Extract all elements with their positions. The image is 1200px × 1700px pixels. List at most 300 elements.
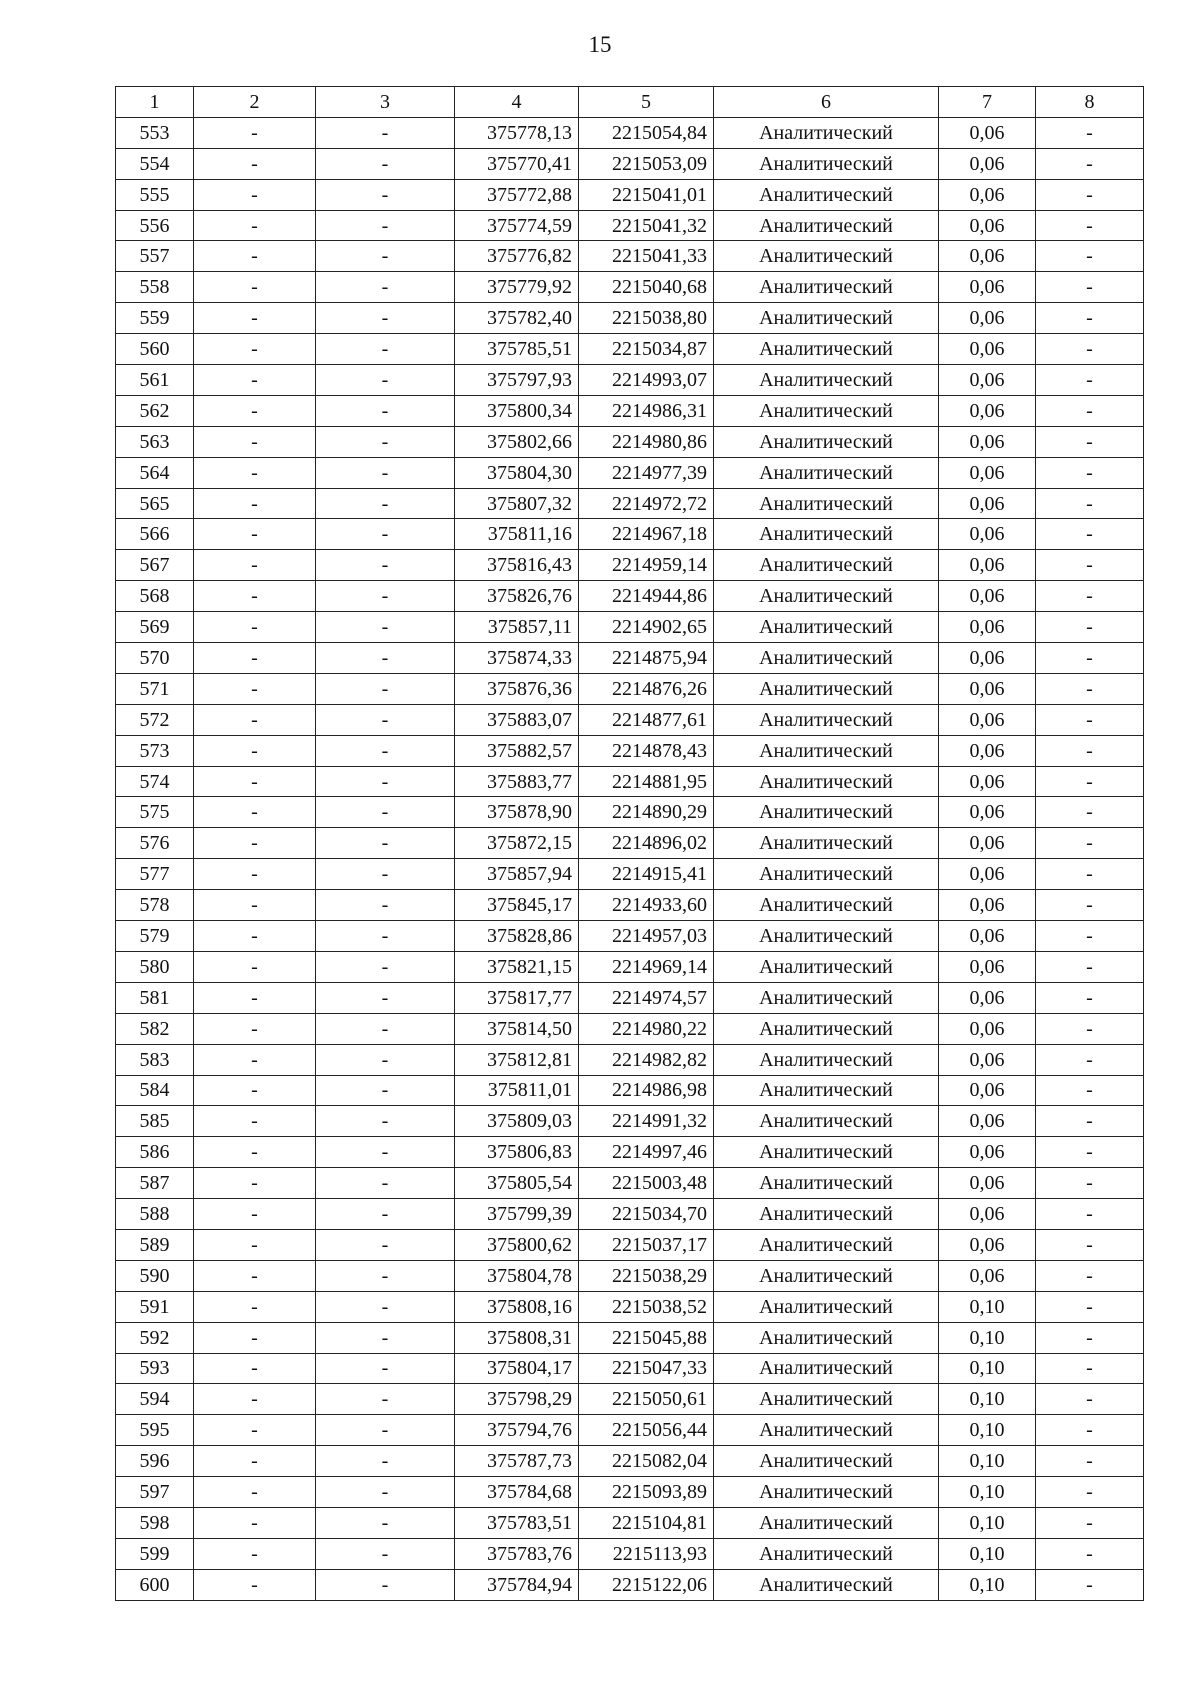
- col-3-value-cell: -: [316, 241, 455, 272]
- col-8-value-cell: -: [1036, 859, 1144, 890]
- column-header-4: 4: [455, 87, 579, 118]
- table-row: [116, 179, 1144, 210]
- col-8-value-cell: -: [1036, 179, 1144, 210]
- point-number-cell: 579: [116, 921, 194, 952]
- col-8-value-cell: -: [1036, 1322, 1144, 1353]
- accuracy-cell: 0,06: [939, 1260, 1036, 1291]
- table-row: [116, 334, 1144, 365]
- y-coordinate-cell: 2214986,98: [579, 1075, 714, 1106]
- col-3-value-cell: -: [316, 1075, 455, 1106]
- coordinates-table: [115, 86, 1144, 1601]
- col-2-value-cell: -: [194, 735, 316, 766]
- accuracy-cell: 0,06: [939, 1013, 1036, 1044]
- x-coordinate-cell: 375797,93: [455, 365, 579, 396]
- method-cell: Аналитический: [714, 1477, 939, 1508]
- point-number-cell: 594: [116, 1384, 194, 1415]
- col-3-value-cell: -: [316, 1044, 455, 1075]
- y-coordinate-cell: 2214902,65: [579, 612, 714, 643]
- accuracy-cell: 0,06: [939, 426, 1036, 457]
- table-row: [116, 1415, 1144, 1446]
- y-coordinate-cell: 2214986,31: [579, 395, 714, 426]
- y-coordinate-cell: 2214933,60: [579, 890, 714, 921]
- x-coordinate-cell: 375772,88: [455, 179, 579, 210]
- y-coordinate-cell: 2214915,41: [579, 859, 714, 890]
- y-coordinate-cell: 2215003,48: [579, 1168, 714, 1199]
- method-cell: Аналитический: [714, 1507, 939, 1538]
- x-coordinate-cell: 375882,57: [455, 735, 579, 766]
- accuracy-cell: 0,10: [939, 1415, 1036, 1446]
- table-row: [116, 148, 1144, 179]
- method-cell: Аналитический: [714, 179, 939, 210]
- accuracy-cell: 0,06: [939, 241, 1036, 272]
- method-cell: Аналитический: [714, 1075, 939, 1106]
- y-coordinate-cell: 2214980,22: [579, 1013, 714, 1044]
- accuracy-cell: 0,10: [939, 1477, 1036, 1508]
- table-row: [116, 1137, 1144, 1168]
- point-number-cell: 587: [116, 1168, 194, 1199]
- method-cell: Аналитический: [714, 921, 939, 952]
- accuracy-cell: 0,06: [939, 921, 1036, 952]
- method-cell: Аналитический: [714, 766, 939, 797]
- col-8-value-cell: -: [1036, 1446, 1144, 1477]
- table-row: [116, 1569, 1144, 1600]
- x-coordinate-cell: 375783,51: [455, 1507, 579, 1538]
- point-number-cell: 597: [116, 1477, 194, 1508]
- col-8-value-cell: -: [1036, 488, 1144, 519]
- col-3-value-cell: -: [316, 1446, 455, 1477]
- col-8-value-cell: -: [1036, 1260, 1144, 1291]
- method-cell: Аналитический: [714, 612, 939, 643]
- table-row: [116, 797, 1144, 828]
- table-row: [116, 1168, 1144, 1199]
- accuracy-cell: 0,06: [939, 1075, 1036, 1106]
- col-8-value-cell: -: [1036, 828, 1144, 859]
- col-3-value-cell: -: [316, 1507, 455, 1538]
- col-8-value-cell: -: [1036, 1538, 1144, 1569]
- col-3-value-cell: -: [316, 395, 455, 426]
- col-8-value-cell: -: [1036, 1013, 1144, 1044]
- point-number-cell: 557: [116, 241, 194, 272]
- col-3-value-cell: -: [316, 117, 455, 148]
- column-header-6: 6: [714, 87, 939, 118]
- table-row: [116, 395, 1144, 426]
- col-2-value-cell: -: [194, 210, 316, 241]
- col-8-value-cell: -: [1036, 210, 1144, 241]
- y-coordinate-cell: 2215038,80: [579, 303, 714, 334]
- y-coordinate-cell: 2214993,07: [579, 365, 714, 396]
- table-row: [116, 1384, 1144, 1415]
- table-row: [116, 828, 1144, 859]
- y-coordinate-cell: 2215093,89: [579, 1477, 714, 1508]
- x-coordinate-cell: 375883,77: [455, 766, 579, 797]
- y-coordinate-cell: 2214972,72: [579, 488, 714, 519]
- accuracy-cell: 0,06: [939, 303, 1036, 334]
- col-2-value-cell: -: [194, 951, 316, 982]
- table-body: [116, 117, 1144, 1600]
- method-cell: Аналитический: [714, 117, 939, 148]
- x-coordinate-cell: 375804,30: [455, 457, 579, 488]
- col-2-value-cell: -: [194, 365, 316, 396]
- col-3-value-cell: -: [316, 1538, 455, 1569]
- col-2-value-cell: -: [194, 1477, 316, 1508]
- accuracy-cell: 0,06: [939, 519, 1036, 550]
- x-coordinate-cell: 375821,15: [455, 951, 579, 982]
- method-cell: Аналитический: [714, 148, 939, 179]
- accuracy-cell: 0,10: [939, 1507, 1036, 1538]
- y-coordinate-cell: 2215050,61: [579, 1384, 714, 1415]
- point-number-cell: 556: [116, 210, 194, 241]
- table-row: [116, 612, 1144, 643]
- table-row: [116, 581, 1144, 612]
- point-number-cell: 588: [116, 1199, 194, 1230]
- x-coordinate-cell: 375845,17: [455, 890, 579, 921]
- point-number-cell: 555: [116, 179, 194, 210]
- table-row: [116, 426, 1144, 457]
- col-8-value-cell: -: [1036, 334, 1144, 365]
- col-8-value-cell: -: [1036, 550, 1144, 581]
- col-3-value-cell: -: [316, 890, 455, 921]
- col-8-value-cell: -: [1036, 1044, 1144, 1075]
- col-2-value-cell: -: [194, 457, 316, 488]
- col-3-value-cell: -: [316, 735, 455, 766]
- table-row: [116, 643, 1144, 674]
- col-8-value-cell: -: [1036, 395, 1144, 426]
- col-8-value-cell: -: [1036, 1229, 1144, 1260]
- x-coordinate-cell: 375785,51: [455, 334, 579, 365]
- accuracy-cell: 0,06: [939, 272, 1036, 303]
- accuracy-cell: 0,06: [939, 982, 1036, 1013]
- col-3-value-cell: -: [316, 457, 455, 488]
- accuracy-cell: 0,10: [939, 1322, 1036, 1353]
- point-number-cell: 596: [116, 1446, 194, 1477]
- column-header-3: 3: [316, 87, 455, 118]
- table-row: [116, 1477, 1144, 1508]
- table-row: [116, 921, 1144, 952]
- x-coordinate-cell: 375806,83: [455, 1137, 579, 1168]
- col-3-value-cell: -: [316, 1322, 455, 1353]
- col-2-value-cell: -: [194, 1569, 316, 1600]
- col-3-value-cell: -: [316, 365, 455, 396]
- table-row: [116, 117, 1144, 148]
- table-row: [116, 1260, 1144, 1291]
- table-row: [116, 1199, 1144, 1230]
- y-coordinate-cell: 2215104,81: [579, 1507, 714, 1538]
- point-number-cell: 573: [116, 735, 194, 766]
- table-row: [116, 457, 1144, 488]
- col-8-value-cell: -: [1036, 735, 1144, 766]
- table-row: [116, 1229, 1144, 1260]
- y-coordinate-cell: 2214896,02: [579, 828, 714, 859]
- col-2-value-cell: -: [194, 704, 316, 735]
- table-row: [116, 1507, 1144, 1538]
- x-coordinate-cell: 375811,01: [455, 1075, 579, 1106]
- col-3-value-cell: -: [316, 673, 455, 704]
- col-3-value-cell: -: [316, 210, 455, 241]
- col-8-value-cell: -: [1036, 797, 1144, 828]
- accuracy-cell: 0,10: [939, 1291, 1036, 1322]
- col-8-value-cell: -: [1036, 1106, 1144, 1137]
- x-coordinate-cell: 375770,41: [455, 148, 579, 179]
- col-3-value-cell: -: [316, 488, 455, 519]
- x-coordinate-cell: 375784,68: [455, 1477, 579, 1508]
- table-row: [116, 1446, 1144, 1477]
- col-2-value-cell: -: [194, 1137, 316, 1168]
- table-row: [116, 1044, 1144, 1075]
- point-number-cell: 590: [116, 1260, 194, 1291]
- y-coordinate-cell: 2215037,17: [579, 1229, 714, 1260]
- y-coordinate-cell: 2215045,88: [579, 1322, 714, 1353]
- y-coordinate-cell: 2214878,43: [579, 735, 714, 766]
- col-3-value-cell: -: [316, 828, 455, 859]
- col-2-value-cell: -: [194, 1322, 316, 1353]
- table-row: [116, 1353, 1144, 1384]
- col-2-value-cell: -: [194, 395, 316, 426]
- col-2-value-cell: -: [194, 581, 316, 612]
- col-8-value-cell: -: [1036, 519, 1144, 550]
- x-coordinate-cell: 375784,94: [455, 1569, 579, 1600]
- column-header-7: 7: [939, 87, 1036, 118]
- point-number-cell: 554: [116, 148, 194, 179]
- table-row: [116, 1106, 1144, 1137]
- col-3-value-cell: -: [316, 334, 455, 365]
- point-number-cell: 580: [116, 951, 194, 982]
- table-row: [116, 1322, 1144, 1353]
- col-3-value-cell: -: [316, 612, 455, 643]
- x-coordinate-cell: 375809,03: [455, 1106, 579, 1137]
- point-number-cell: 578: [116, 890, 194, 921]
- accuracy-cell: 0,06: [939, 890, 1036, 921]
- point-number-cell: 591: [116, 1291, 194, 1322]
- method-cell: Аналитический: [714, 426, 939, 457]
- table-row: [116, 704, 1144, 735]
- col-8-value-cell: -: [1036, 612, 1144, 643]
- col-8-value-cell: -: [1036, 117, 1144, 148]
- method-cell: Аналитический: [714, 859, 939, 890]
- table-row: [116, 890, 1144, 921]
- method-cell: Аналитический: [714, 334, 939, 365]
- method-cell: Аналитический: [714, 519, 939, 550]
- y-coordinate-cell: 2214944,86: [579, 581, 714, 612]
- col-2-value-cell: -: [194, 1446, 316, 1477]
- x-coordinate-cell: 375826,76: [455, 581, 579, 612]
- table-row: [116, 550, 1144, 581]
- col-8-value-cell: -: [1036, 921, 1144, 952]
- col-2-value-cell: -: [194, 519, 316, 550]
- y-coordinate-cell: 2215113,93: [579, 1538, 714, 1569]
- col-8-value-cell: -: [1036, 1075, 1144, 1106]
- col-2-value-cell: -: [194, 550, 316, 581]
- point-number-cell: 566: [116, 519, 194, 550]
- method-cell: Аналитический: [714, 1291, 939, 1322]
- col-8-value-cell: -: [1036, 457, 1144, 488]
- point-number-cell: 562: [116, 395, 194, 426]
- y-coordinate-cell: 2214974,57: [579, 982, 714, 1013]
- col-8-value-cell: -: [1036, 890, 1144, 921]
- point-number-cell: 561: [116, 365, 194, 396]
- x-coordinate-cell: 375808,31: [455, 1322, 579, 1353]
- col-3-value-cell: -: [316, 1569, 455, 1600]
- y-coordinate-cell: 2215122,06: [579, 1569, 714, 1600]
- method-cell: Аналитический: [714, 272, 939, 303]
- column-header-1: 1: [116, 87, 194, 118]
- table-row: [116, 210, 1144, 241]
- accuracy-cell: 0,06: [939, 766, 1036, 797]
- col-8-value-cell: -: [1036, 1384, 1144, 1415]
- table-row: [116, 303, 1144, 334]
- method-cell: Аналитический: [714, 1569, 939, 1600]
- method-cell: Аналитический: [714, 1199, 939, 1230]
- accuracy-cell: 0,06: [939, 334, 1036, 365]
- y-coordinate-cell: 2215054,84: [579, 117, 714, 148]
- y-coordinate-cell: 2214977,39: [579, 457, 714, 488]
- point-number-cell: 589: [116, 1229, 194, 1260]
- method-cell: Аналитический: [714, 303, 939, 334]
- point-number-cell: 569: [116, 612, 194, 643]
- method-cell: Аналитический: [714, 1168, 939, 1199]
- col-2-value-cell: -: [194, 179, 316, 210]
- x-coordinate-cell: 375782,40: [455, 303, 579, 334]
- col-2-value-cell: -: [194, 921, 316, 952]
- col-8-value-cell: -: [1036, 365, 1144, 396]
- y-coordinate-cell: 2214877,61: [579, 704, 714, 735]
- x-coordinate-cell: 375805,54: [455, 1168, 579, 1199]
- accuracy-cell: 0,06: [939, 828, 1036, 859]
- point-number-cell: 583: [116, 1044, 194, 1075]
- col-3-value-cell: -: [316, 1415, 455, 1446]
- point-number-cell: 584: [116, 1075, 194, 1106]
- col-2-value-cell: -: [194, 1353, 316, 1384]
- method-cell: Аналитический: [714, 1013, 939, 1044]
- col-8-value-cell: -: [1036, 704, 1144, 735]
- method-cell: Аналитический: [714, 951, 939, 982]
- x-coordinate-cell: 375802,66: [455, 426, 579, 457]
- y-coordinate-cell: 2215053,09: [579, 148, 714, 179]
- method-cell: Аналитический: [714, 1137, 939, 1168]
- col-2-value-cell: -: [194, 1013, 316, 1044]
- col-2-value-cell: -: [194, 1415, 316, 1446]
- accuracy-cell: 0,06: [939, 365, 1036, 396]
- x-coordinate-cell: 375817,77: [455, 982, 579, 1013]
- table-row: [116, 519, 1144, 550]
- accuracy-cell: 0,06: [939, 1137, 1036, 1168]
- col-3-value-cell: -: [316, 951, 455, 982]
- x-coordinate-cell: 375814,50: [455, 1013, 579, 1044]
- table-row: [116, 951, 1144, 982]
- y-coordinate-cell: 2214890,29: [579, 797, 714, 828]
- accuracy-cell: 0,06: [939, 395, 1036, 426]
- method-cell: Аналитический: [714, 797, 939, 828]
- y-coordinate-cell: 2215082,04: [579, 1446, 714, 1477]
- col-2-value-cell: -: [194, 1507, 316, 1538]
- point-number-cell: 564: [116, 457, 194, 488]
- accuracy-cell: 0,06: [939, 1106, 1036, 1137]
- col-8-value-cell: -: [1036, 1569, 1144, 1600]
- col-2-value-cell: -: [194, 488, 316, 519]
- method-cell: Аналитический: [714, 365, 939, 396]
- method-cell: Аналитический: [714, 1260, 939, 1291]
- accuracy-cell: 0,06: [939, 1229, 1036, 1260]
- col-3-value-cell: -: [316, 1199, 455, 1230]
- point-number-cell: 593: [116, 1353, 194, 1384]
- point-number-cell: 574: [116, 766, 194, 797]
- table-row: [116, 365, 1144, 396]
- y-coordinate-cell: 2215056,44: [579, 1415, 714, 1446]
- y-coordinate-cell: 2214969,14: [579, 951, 714, 982]
- col-8-value-cell: -: [1036, 673, 1144, 704]
- col-3-value-cell: -: [316, 704, 455, 735]
- y-coordinate-cell: 2214959,14: [579, 550, 714, 581]
- method-cell: Аналитический: [714, 1106, 939, 1137]
- method-cell: Аналитический: [714, 1415, 939, 1446]
- point-number-cell: 600: [116, 1569, 194, 1600]
- accuracy-cell: 0,06: [939, 550, 1036, 581]
- point-number-cell: 572: [116, 704, 194, 735]
- col-2-value-cell: -: [194, 426, 316, 457]
- x-coordinate-cell: 375774,59: [455, 210, 579, 241]
- point-number-cell: 565: [116, 488, 194, 519]
- method-cell: Аналитический: [714, 210, 939, 241]
- accuracy-cell: 0,06: [939, 797, 1036, 828]
- col-8-value-cell: -: [1036, 272, 1144, 303]
- col-3-value-cell: -: [316, 1260, 455, 1291]
- y-coordinate-cell: 2215038,29: [579, 1260, 714, 1291]
- point-number-cell: 558: [116, 272, 194, 303]
- col-3-value-cell: -: [316, 766, 455, 797]
- x-coordinate-cell: 375804,78: [455, 1260, 579, 1291]
- x-coordinate-cell: 375883,07: [455, 704, 579, 735]
- y-coordinate-cell: 2214982,82: [579, 1044, 714, 1075]
- accuracy-cell: 0,06: [939, 951, 1036, 982]
- col-8-value-cell: -: [1036, 1415, 1144, 1446]
- point-number-cell: 563: [116, 426, 194, 457]
- col-2-value-cell: -: [194, 241, 316, 272]
- col-2-value-cell: -: [194, 272, 316, 303]
- col-3-value-cell: -: [316, 519, 455, 550]
- accuracy-cell: 0,06: [939, 612, 1036, 643]
- y-coordinate-cell: 2214957,03: [579, 921, 714, 952]
- accuracy-cell: 0,06: [939, 581, 1036, 612]
- x-coordinate-cell: 375799,39: [455, 1199, 579, 1230]
- col-2-value-cell: -: [194, 1291, 316, 1322]
- x-coordinate-cell: 375808,16: [455, 1291, 579, 1322]
- accuracy-cell: 0,10: [939, 1353, 1036, 1384]
- col-2-value-cell: -: [194, 1384, 316, 1415]
- y-coordinate-cell: 2215041,33: [579, 241, 714, 272]
- y-coordinate-cell: 2214980,86: [579, 426, 714, 457]
- method-cell: Аналитический: [714, 643, 939, 674]
- y-coordinate-cell: 2214875,94: [579, 643, 714, 674]
- y-coordinate-cell: 2215040,68: [579, 272, 714, 303]
- y-coordinate-cell: 2215047,33: [579, 1353, 714, 1384]
- col-8-value-cell: -: [1036, 1137, 1144, 1168]
- col-8-value-cell: -: [1036, 1291, 1144, 1322]
- col-2-value-cell: -: [194, 643, 316, 674]
- method-cell: Аналитический: [714, 890, 939, 921]
- x-coordinate-cell: 375874,33: [455, 643, 579, 674]
- col-3-value-cell: -: [316, 982, 455, 1013]
- col-2-value-cell: -: [194, 859, 316, 890]
- method-cell: Аналитический: [714, 704, 939, 735]
- accuracy-cell: 0,06: [939, 210, 1036, 241]
- table-row: [116, 859, 1144, 890]
- col-2-value-cell: -: [194, 797, 316, 828]
- x-coordinate-cell: 375783,76: [455, 1538, 579, 1569]
- point-number-cell: 585: [116, 1106, 194, 1137]
- point-number-cell: 568: [116, 581, 194, 612]
- accuracy-cell: 0,06: [939, 1168, 1036, 1199]
- x-coordinate-cell: 375776,82: [455, 241, 579, 272]
- point-number-cell: 575: [116, 797, 194, 828]
